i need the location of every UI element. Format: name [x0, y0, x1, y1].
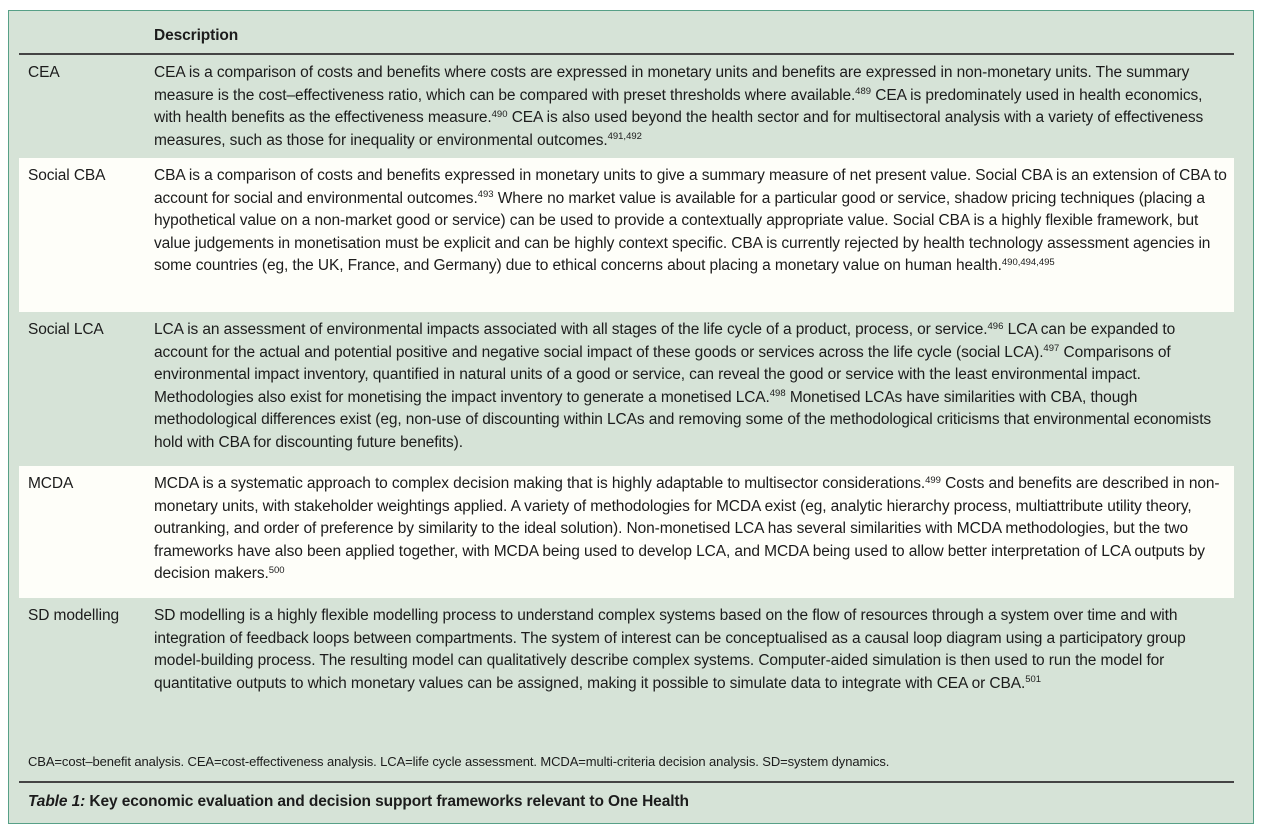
description-column-header: Description — [154, 27, 239, 44]
row-label: CEA — [28, 64, 60, 81]
row-label: Social LCA — [28, 321, 104, 338]
reference-superscript: 493 — [477, 189, 494, 200]
row-description: MCDA is a systematic approach to complex decision making that is highly adaptable to multisector considerations.$^{499}$ Costs and benefits are described in non-monetary units, with stakeholder weightings applied. A variety of methodologies for MCDA exist (eg, analytic hierarchy process, multiattribute utility theory, outranking, and order of preference by similarity to the ideal solution). Non-monetised LCA has several similarities with MCDA methodologies, but the two frameworks have also been applied together, with MCDA being used to develop LCA, and MCDA being used to allow better interpretation of LCA outputs by decision makers.$^{500}$ — [154, 474, 1220, 582]
reference-superscript: 491,492 — [607, 131, 642, 142]
table-caption — [9, 783, 1253, 811]
table-row — [19, 55, 1234, 158]
row-description: CBA is a comparison of costs and benefits expressed in monetary units to give a summary measure of net present value. Social CBA is an extension of CBA to account for social and environmental outcomes.$^{493}$ Where no market value is available for a particular good or service, shadow pricing techniques (placing a hypothetical value on a non-market good or service) can be used to provide a contextually appropriate value. Social CBA is a highly flexible framework, but value judgements in monetisation must be explicit and can be highly context specific. CBA is currently rejected by health technology assessment agencies in some countries (eg, the UK, France, and Germany) due to ethical concerns about placing a monetary value on human health.$^{490,494,495}$ — [154, 167, 1227, 274]
row-description: LCA is an assessment of environmental impacts associated with all stages of the life cycle of a product, process, or service.$^{496}$ LCA can be expanded to account for the actual and potential positive and negative social impact of these goods or services across the life cycle (social LCA).$^{497}$ Comparisons of environmental impact inventory, quantified in natural units of a good or service, can reveal the good or service with the least environmental impact. Methodologies also exist for monetising the impact inventory to generate a monetised LCA.$^{498}$ Monetised LCAs have similarities with CBA, though methodological differences exist (eg, non-use of discounting within LCAs and removing some of the methodological criticisms that environmental economists hold with CBA for discounting future benefits). — [154, 320, 1212, 451]
reference-superscript: 490 — [491, 108, 508, 120]
reference-superscript: 490,494,495 — [1001, 256, 1055, 268]
table-body — [9, 55, 1253, 741]
reference-superscript: 499 — [925, 474, 941, 486]
reference-superscript: 498 — [769, 388, 786, 399]
reference-superscript: 497 — [1043, 343, 1060, 354]
reference-superscript: 489 — [855, 86, 872, 97]
row-label: SD modelling — [28, 607, 119, 624]
table-row — [19, 598, 1234, 741]
reference-superscript: 496 — [987, 320, 1004, 332]
table-header-row — [9, 11, 1253, 53]
table-caption-title: Key economic evaluation and decision support frameworks relevant to One Health — [89, 792, 689, 810]
reference-superscript: 501 — [1025, 674, 1042, 685]
row-description: CEA is a comparison of costs and benefits where costs are expressed in monetary units and benefits are expressed in non-monetary units. The summary measure is the cost–effectiveness ratio, which can be compared with preset thresholds where available.$^{489}$ CEA is predominately used in health economics, with health benefits as the effectiveness measure.$^{490}$ CEA is also used beyond the health sector and for multisectoral analysis with a variety of effectiveness measures, such as those for inequality or environmental outcomes.$^{491,492}$ — [154, 64, 1204, 149]
table-row — [19, 158, 1234, 312]
row-label: MCDA — [28, 475, 74, 492]
table-caption-number: Table 1: — [28, 792, 86, 810]
row-label: Social CBA — [28, 167, 106, 184]
row-description: SD modelling is a highly flexible modelling process to understand complex systems based on the flow of resources through a system over time and with integration of feedback loops between compartments. The system of interest can be conceptualised as a causal loop diagram using a participatory group model-building process. The resulting model can qualitatively describe complex systems. Computer-aided simulation is then used to run the model for quantitative outputs to which monetary values can be assigned, making it possible to simulate data to integrate with CEA or CBA.$^{501}$ — [154, 607, 1186, 692]
reference-superscript: 500 — [268, 564, 285, 576]
table-row — [19, 312, 1234, 466]
table-row — [19, 466, 1234, 598]
table-1-card — [8, 10, 1254, 824]
abbreviations-footnote: CBA=cost–benefit analysis. CEA=cost-effectiveness analysis. LCA=life cycle assessment. MCDA=multi-criteria decision analysis. SD=system dynamics. — [28, 754, 890, 769]
